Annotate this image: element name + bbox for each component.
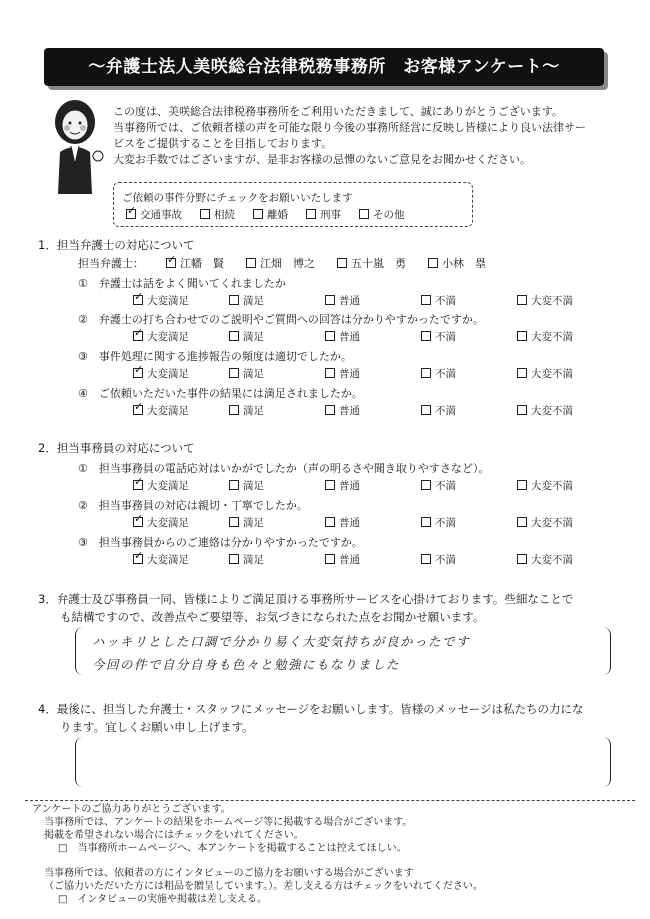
rating-option[interactable]: 大変不満 [517, 552, 613, 567]
rating-option[interactable]: 大変不満 [517, 366, 613, 381]
checkbox-icon [325, 331, 335, 341]
checkbox-icon [421, 405, 431, 415]
checkbox-icon [325, 368, 335, 378]
checkbox-icon [421, 331, 431, 341]
rating-option[interactable]: 満足 [229, 552, 325, 567]
rating-option[interactable]: 大変不満 [517, 293, 613, 308]
rating-option[interactable]: 満足 [229, 329, 325, 344]
case-option-traffic[interactable]: ✓交通事故 [126, 207, 182, 222]
section2-title: 2．担当事務員の対応について [38, 441, 195, 455]
checkbox-icon [325, 480, 335, 490]
message-field[interactable] [75, 737, 611, 787]
footer-optout-interview[interactable]: □ インタビューの実施や掲載は差し支える。 [58, 894, 268, 905]
s1-question-3: ③ 事件処理に関する進捗報告の頻度は適切でしたか。 [78, 350, 352, 363]
s2-q2-rating [133, 515, 613, 530]
page-title: 〜弁護士法人美咲総合法律税務事務所 お客様アンケート〜 [44, 48, 604, 86]
checkbox-icon [421, 517, 431, 527]
rating-option[interactable]: 満足 [229, 478, 325, 493]
lawyer-option[interactable]: 江畑 博之 [246, 255, 315, 271]
footer-line: アンケートのご協力ありがとうございます。 [32, 804, 231, 815]
checkbox-icon [359, 209, 369, 219]
rating-option[interactable]: 普通 [325, 329, 421, 344]
lawyer-option[interactable]: ✓ 江幡 賢 [166, 255, 224, 271]
rating-option[interactable]: 満足 [229, 515, 325, 530]
s1-question-4: ④ ご依頼いただいた事件の結果には満足されましたか。 [78, 387, 363, 400]
rating-option[interactable]: 不満 [421, 403, 517, 418]
intro-line: 当事務所では、ご依頼者様の声を可能な限り今後の事務所経営に反映し皆様により良い法律サー [113, 121, 586, 134]
checkbox-icon [421, 554, 431, 564]
s1-q3-rating [133, 366, 613, 381]
case-field-options [126, 207, 405, 222]
checkbox-icon [133, 331, 143, 341]
intro-text [113, 104, 613, 168]
checkbox-icon [306, 209, 316, 219]
checkbox-icon [337, 258, 347, 268]
checkbox-icon [517, 405, 527, 415]
section1-title: 1．担当弁護士の対応について [38, 238, 195, 252]
checkbox-icon [200, 209, 210, 219]
checkbox-icon [325, 295, 335, 305]
section3-text-2: も結構ですので、改善点やご要望等、お気づきになられた点をお聞かせ願います。 [60, 610, 485, 624]
checkbox-icon [229, 295, 239, 305]
section4-text-1: 4．最後に、担当した弁護士・スタッフにメッセージをお願いします。皆様のメッセージは私たちの力にな [38, 702, 584, 716]
checkbox-icon [517, 295, 527, 305]
checkbox-icon [133, 554, 143, 564]
rating-option[interactable]: 不満 [421, 329, 517, 344]
rating-option[interactable]: 満足 [229, 403, 325, 418]
checkbox-icon [133, 295, 143, 305]
s1-q4-rating [133, 403, 613, 418]
checkbox-icon [133, 368, 143, 378]
rating-option[interactable]: 大変不満 [517, 515, 613, 530]
case-field-label: ご依頼の事件分野にチェックをお願いいたします [122, 192, 353, 204]
checkbox-icon [421, 480, 431, 490]
checkbox-icon [325, 405, 335, 415]
checkbox-icon [421, 368, 431, 378]
rating-option[interactable]: 不満 [421, 552, 517, 567]
section3-text-1: 3．弁護士及び事務員一同、皆様によりご満足頂ける事務所サービスを心掛けております。些細なことで [38, 592, 574, 606]
checkbox-icon [229, 554, 239, 564]
s1-q1-rating [133, 293, 613, 308]
rating-option[interactable]: ✓大変満足 [133, 329, 229, 344]
footer-line: 当事務所では、依頼者の方にインタビューのご協力をお願いする場合がございます [44, 868, 414, 879]
checkbox-icon [253, 209, 263, 219]
intro-line: ビスをご提供することを目指しております。 [113, 137, 333, 150]
lawyer-option[interactable]: 五十嵐 勇 [337, 255, 406, 271]
case-option-other[interactable]: その他 [359, 207, 405, 222]
s1-question-2: ② 弁護士の打ち合わせでのご説明やご質問への回答は分かりやすかったですか。 [78, 313, 484, 326]
footer-divider [25, 800, 635, 801]
footer-line: 当事務所では、アンケートの結果をホームページ等に掲載する場合がございます。 [44, 817, 413, 828]
checkbox-icon [229, 480, 239, 490]
checkbox-icon [166, 258, 176, 268]
rating-option[interactable]: 不満 [421, 366, 517, 381]
comment-answer-line-1: ハッキリとした口調で分かり易く大変気持ちが良かったです [92, 634, 471, 649]
rating-option[interactable]: ✓大変満足 [133, 552, 229, 567]
rating-option[interactable]: 普通 [325, 403, 421, 418]
rating-option[interactable]: ✓大変満足 [133, 366, 229, 381]
checkbox-icon [428, 258, 438, 268]
checkbox-icon [517, 480, 527, 490]
intro-line: この度は、美咲総合法律税務事務所をご利用いただきまして、誠にありがとうございます。 [113, 105, 563, 118]
checkbox-icon [229, 368, 239, 378]
rating-option[interactable]: ✓大変満足 [133, 515, 229, 530]
s2-question-2: ② 担当事務員の対応は親切・丁寧でしたか。 [78, 499, 308, 512]
case-option-inheritance[interactable]: 相続 [200, 207, 235, 222]
rating-option[interactable]: 普通 [325, 293, 421, 308]
lawyer-select [78, 255, 486, 271]
rating-option[interactable]: 大変不満 [517, 329, 613, 344]
checkbox-icon [325, 554, 335, 564]
s2-question-1: ① 担当事務員の電話応対はいかがでしたか（声の明るさや聞き取りやすさなど）。 [78, 462, 490, 475]
lawyer-option[interactable]: 小林 塁 [428, 255, 486, 271]
rating-option[interactable]: ✓大変満足 [133, 478, 229, 493]
checkbox-icon [246, 258, 256, 268]
checkbox-icon [133, 517, 143, 527]
case-option-criminal[interactable]: 刑事 [306, 207, 341, 222]
rating-option[interactable]: 不満 [421, 293, 517, 308]
staff-illustration [40, 94, 110, 194]
checkbox-icon [421, 295, 431, 305]
checkbox-icon [517, 368, 527, 378]
rating-option[interactable]: 不満 [421, 478, 517, 493]
rating-option[interactable]: ✓大変満足 [133, 293, 229, 308]
section4-text-2: ります。宜しくお願い申し上げます。 [60, 720, 254, 734]
footer-line: 掲載を希望されない場合にはチェックをいれてください。 [44, 830, 304, 841]
rating-option[interactable]: 普通 [325, 515, 421, 530]
rating-option[interactable]: 普通 [325, 366, 421, 381]
case-option-divorce[interactable]: 離婚 [253, 207, 288, 222]
checkbox-icon [133, 480, 143, 490]
rating-option[interactable]: 満足 [229, 293, 325, 308]
s2-q3-rating [133, 552, 613, 567]
rating-option[interactable]: 普通 [325, 552, 421, 567]
rating-option[interactable]: 大変不満 [517, 403, 613, 418]
intro-line: 大変お手数ではございますが、是非お客様の忌憚のないご意見をお聞かせください。 [113, 153, 531, 166]
rating-option[interactable]: ✓大変満足 [133, 403, 229, 418]
rating-option[interactable]: 普通 [325, 478, 421, 493]
footer-line: （ご協力いただいた方には粗品を贈呈しています。）。差し支える方はチェックをいれてください。 [44, 881, 483, 892]
checkbox-icon [229, 517, 239, 527]
rating-option[interactable]: 満足 [229, 366, 325, 381]
case-field-box [113, 182, 473, 227]
s1-question-1: ① 弁護士は話をよく聞いてくれましたか [78, 277, 286, 290]
checkbox-icon [133, 405, 143, 415]
footer-optout-website[interactable]: □ 当事務所ホームページへ、本アンケートを掲載することは控えてほしい。 [58, 843, 407, 854]
s2-q1-rating [133, 478, 613, 493]
checkbox-icon [517, 331, 527, 341]
lawyer-label: 担当弁護士： [78, 257, 144, 270]
checkbox-icon [126, 209, 136, 219]
rating-option[interactable]: 大変不満 [517, 478, 613, 493]
checkbox-icon [517, 554, 527, 564]
s2-question-3: ③ 担当事務員からのご連絡は分かりやすかったですか。 [78, 536, 363, 549]
checkbox-icon [517, 517, 527, 527]
rating-option[interactable]: 不満 [421, 515, 517, 530]
checkbox-icon [325, 517, 335, 527]
checkbox-icon [229, 405, 239, 415]
checkbox-icon [229, 331, 239, 341]
s1-q2-rating [133, 329, 613, 344]
comment-answer-line-2: 今回の件で自分自身も色々と勉強にもなりました [92, 657, 401, 672]
